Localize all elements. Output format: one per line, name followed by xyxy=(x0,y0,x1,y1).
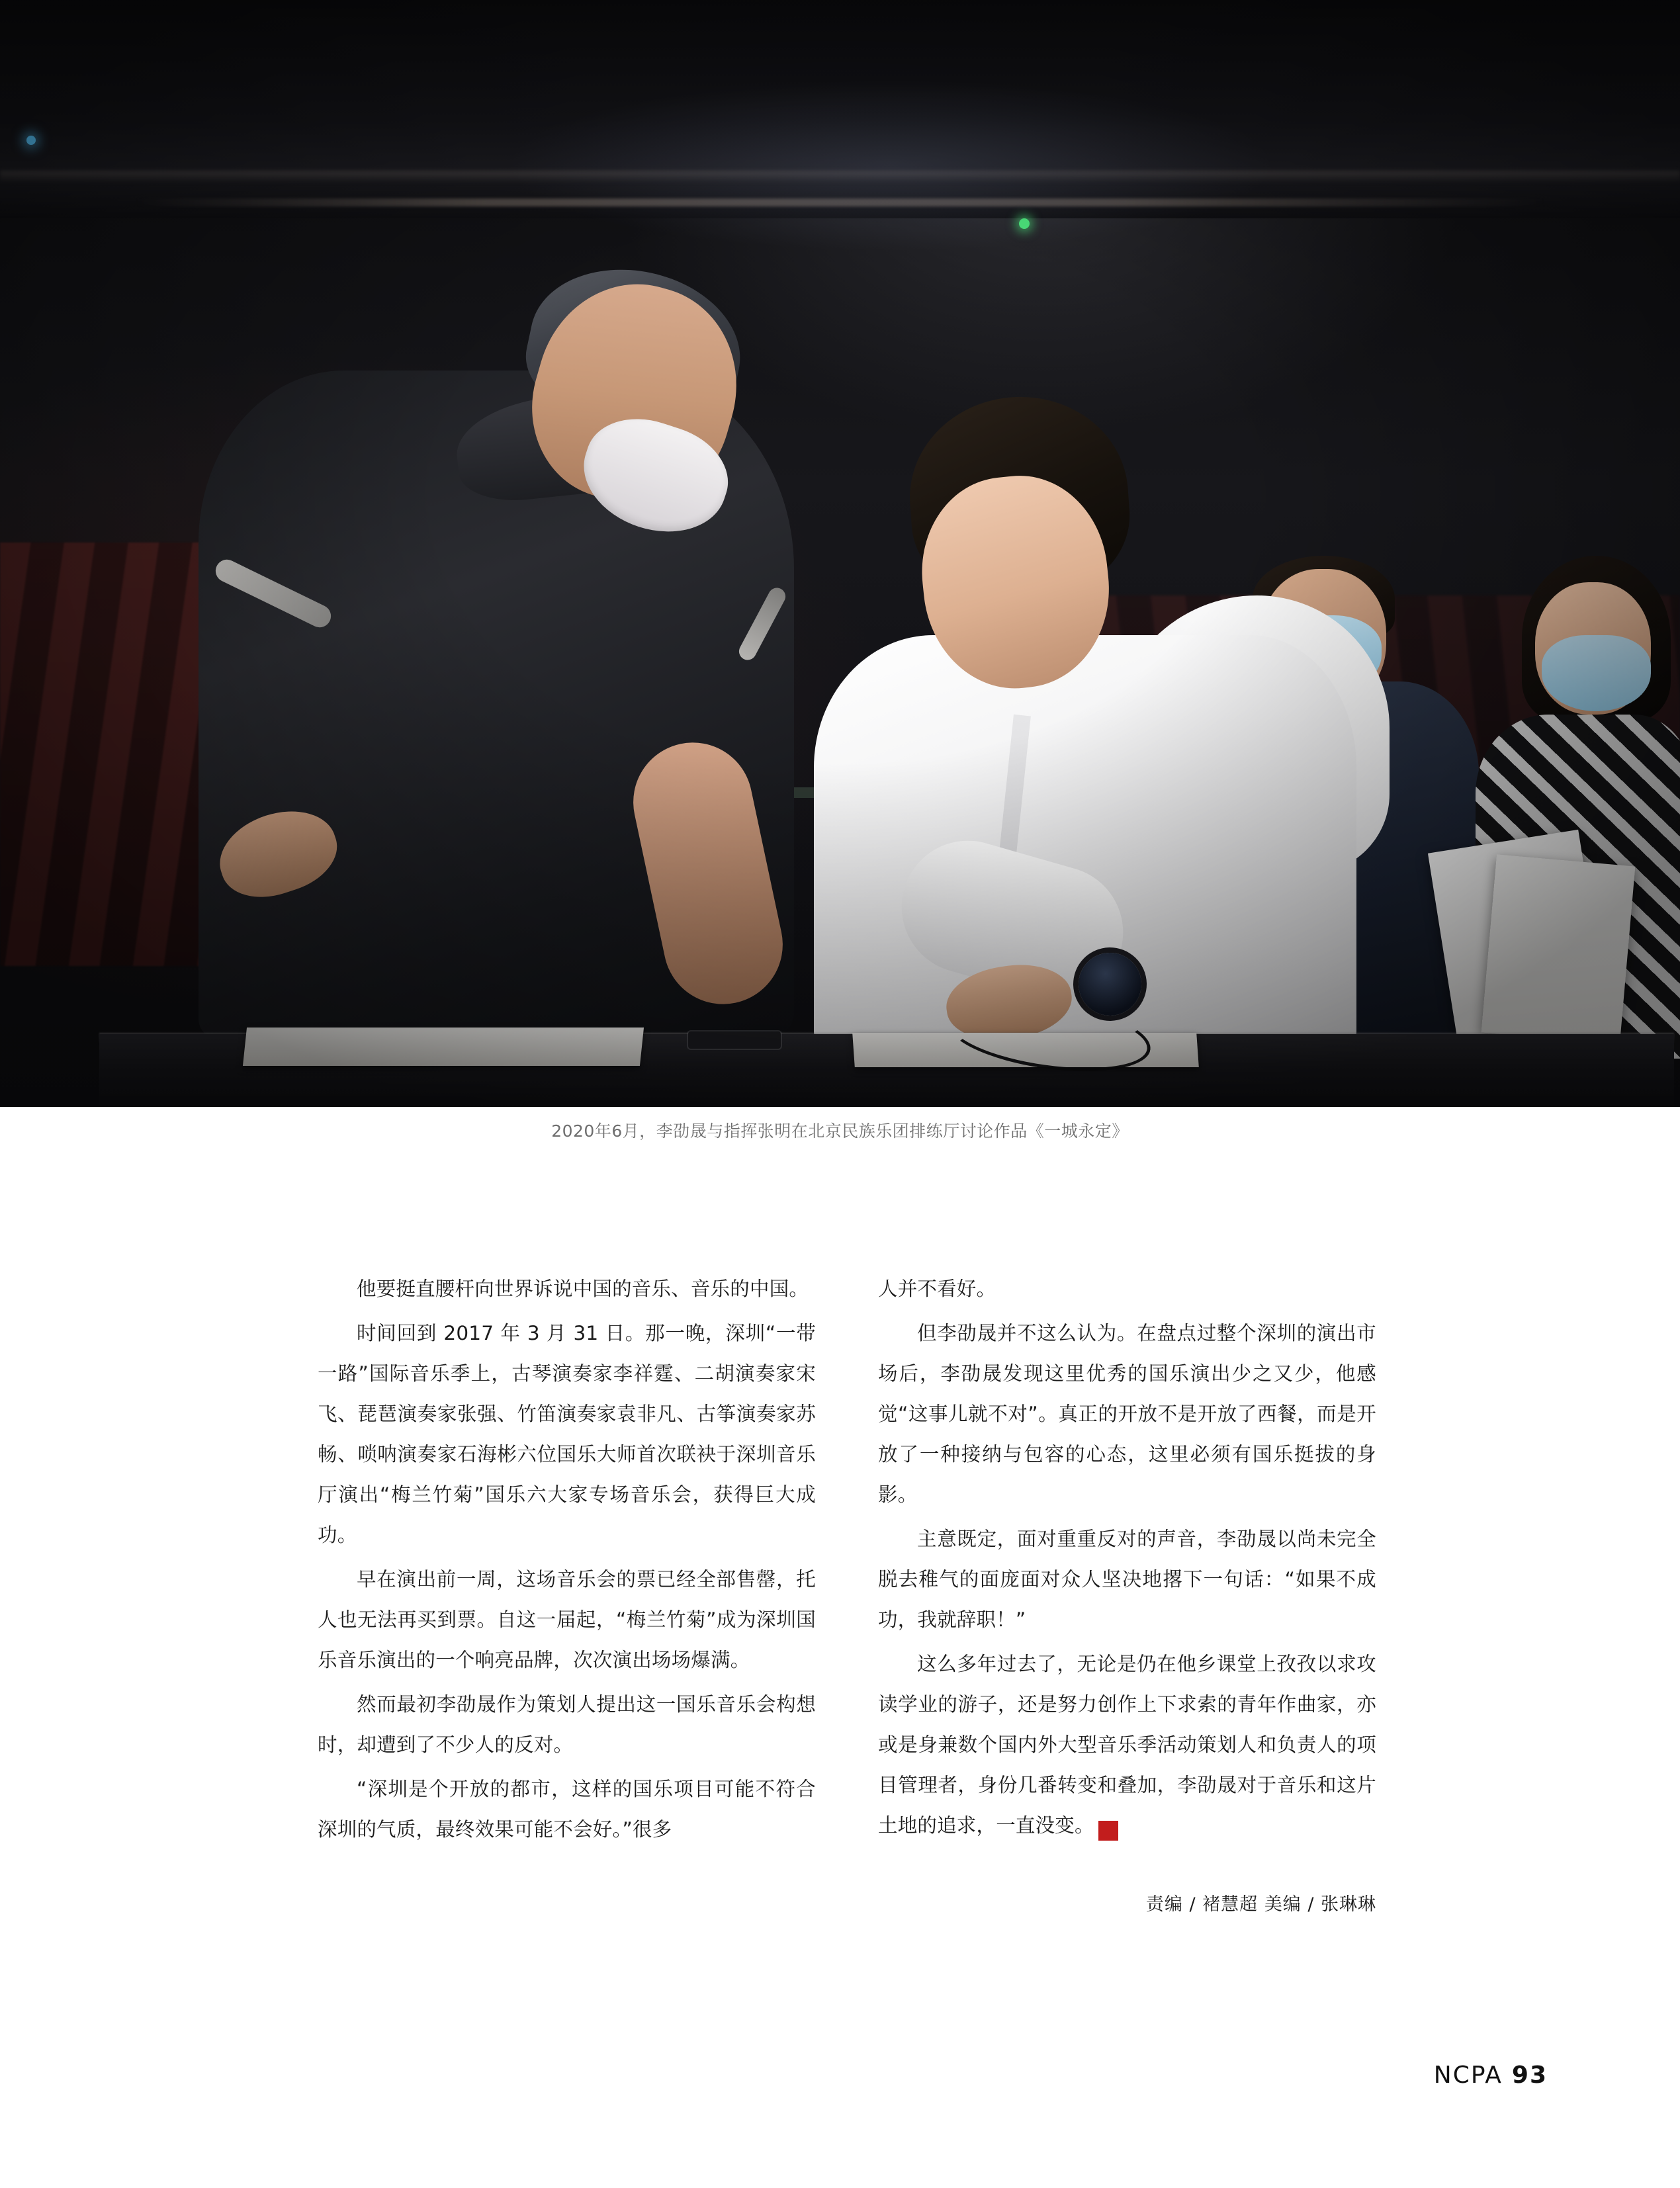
paragraph: 时间回到 2017 年 3 月 31 日。那一晚，深圳“一带一路”国际音乐季上，古琴演奏家李祥霆、二胡演奏家宋飞、琵琶演奏家张强、竹笛演奏家袁非凡、古筝演奏家苏畅、唢呐演奏家石海彬六位国乐大师首次联袂于深圳音乐厅演出“梅兰竹菊”国乐六大家专场音乐会，获得巨大成功。 xyxy=(318,1322,816,1546)
stage-glow xyxy=(504,79,1277,251)
paragraph: 他要挺直腰杆向世界诉说中国的音乐、音乐的中国。 xyxy=(357,1278,809,1300)
paragraph: 然而最初李劭晟作为策划人提出这一国乐音乐会构想时，却遭到了不少人的反对。 xyxy=(318,1693,816,1756)
paragraph-final xyxy=(878,1644,1376,1846)
green-indicator-light xyxy=(1019,218,1030,229)
paragraph: 早在演出前一周，这场音乐会的票已经全部售罄，托人也无法再买到票。自这一届起，“梅兰竹菊”成为深圳国乐音乐演出的一个响亮品牌，次次演出场场爆满。 xyxy=(318,1568,816,1671)
photo-caption: 2020年6月，李劭晟与指挥张明在北京民族乐团排练厅讨论作品《一城永定》 xyxy=(551,1121,1129,1141)
text-column-right xyxy=(878,1269,1376,1915)
person4-sheet-music-2 xyxy=(1481,854,1636,1044)
publication-name: NCPA xyxy=(1433,2062,1503,2089)
article-body xyxy=(318,1269,1376,1915)
text-column-left xyxy=(318,1269,816,1915)
tablet-device xyxy=(688,1031,781,1049)
paragraph: 主意既定，面对重重反对的声音，李劭晟以尚未完全脱去稚气的面庞面对众人坚决地撂下一句话：“如果不成功，我就辞职！” xyxy=(878,1528,1376,1631)
paragraph-text: 这么多年过去了，无论是仍在他乡课堂上孜孜以求攻读学业的游子，还是努力创作上下求索的青年作曲家，亦或是身兼数个国内外大型音乐季活动策划人和负责人的项目管理者，身份几番转变和叠加，李劭晟对于音乐和这片土地的追求，一直没变。 xyxy=(878,1653,1376,1837)
paragraph: “深圳是个开放的都市，这样的国乐项目可能不符合深圳的气质，最终效果可能不会好。”很多 xyxy=(318,1778,816,1841)
blue-indicator-light xyxy=(26,136,36,145)
page-number: 93 xyxy=(1511,2062,1548,2089)
paragraph: 但李劭晟并不这么认为。在盘点过整个深圳的演出市场后，李劭晟发现这里优秀的国乐演出少之又少，他感觉“这事儿就不对”。真正的开放不是开放了西餐，而是开放了一种接纳与包容的心态，这里必须有国乐挺拔的身影。 xyxy=(878,1322,1376,1506)
editor-credits: 责编 / 褚慧超 美编 / 张琳琳 xyxy=(1145,1894,1376,1915)
end-mark: 悦 xyxy=(1098,1821,1118,1841)
score-papers-left xyxy=(243,1028,644,1066)
person4-face-mask xyxy=(1542,635,1651,711)
paragraph: 人并不看好。 xyxy=(878,1278,996,1300)
page-footer xyxy=(1434,2062,1548,2089)
